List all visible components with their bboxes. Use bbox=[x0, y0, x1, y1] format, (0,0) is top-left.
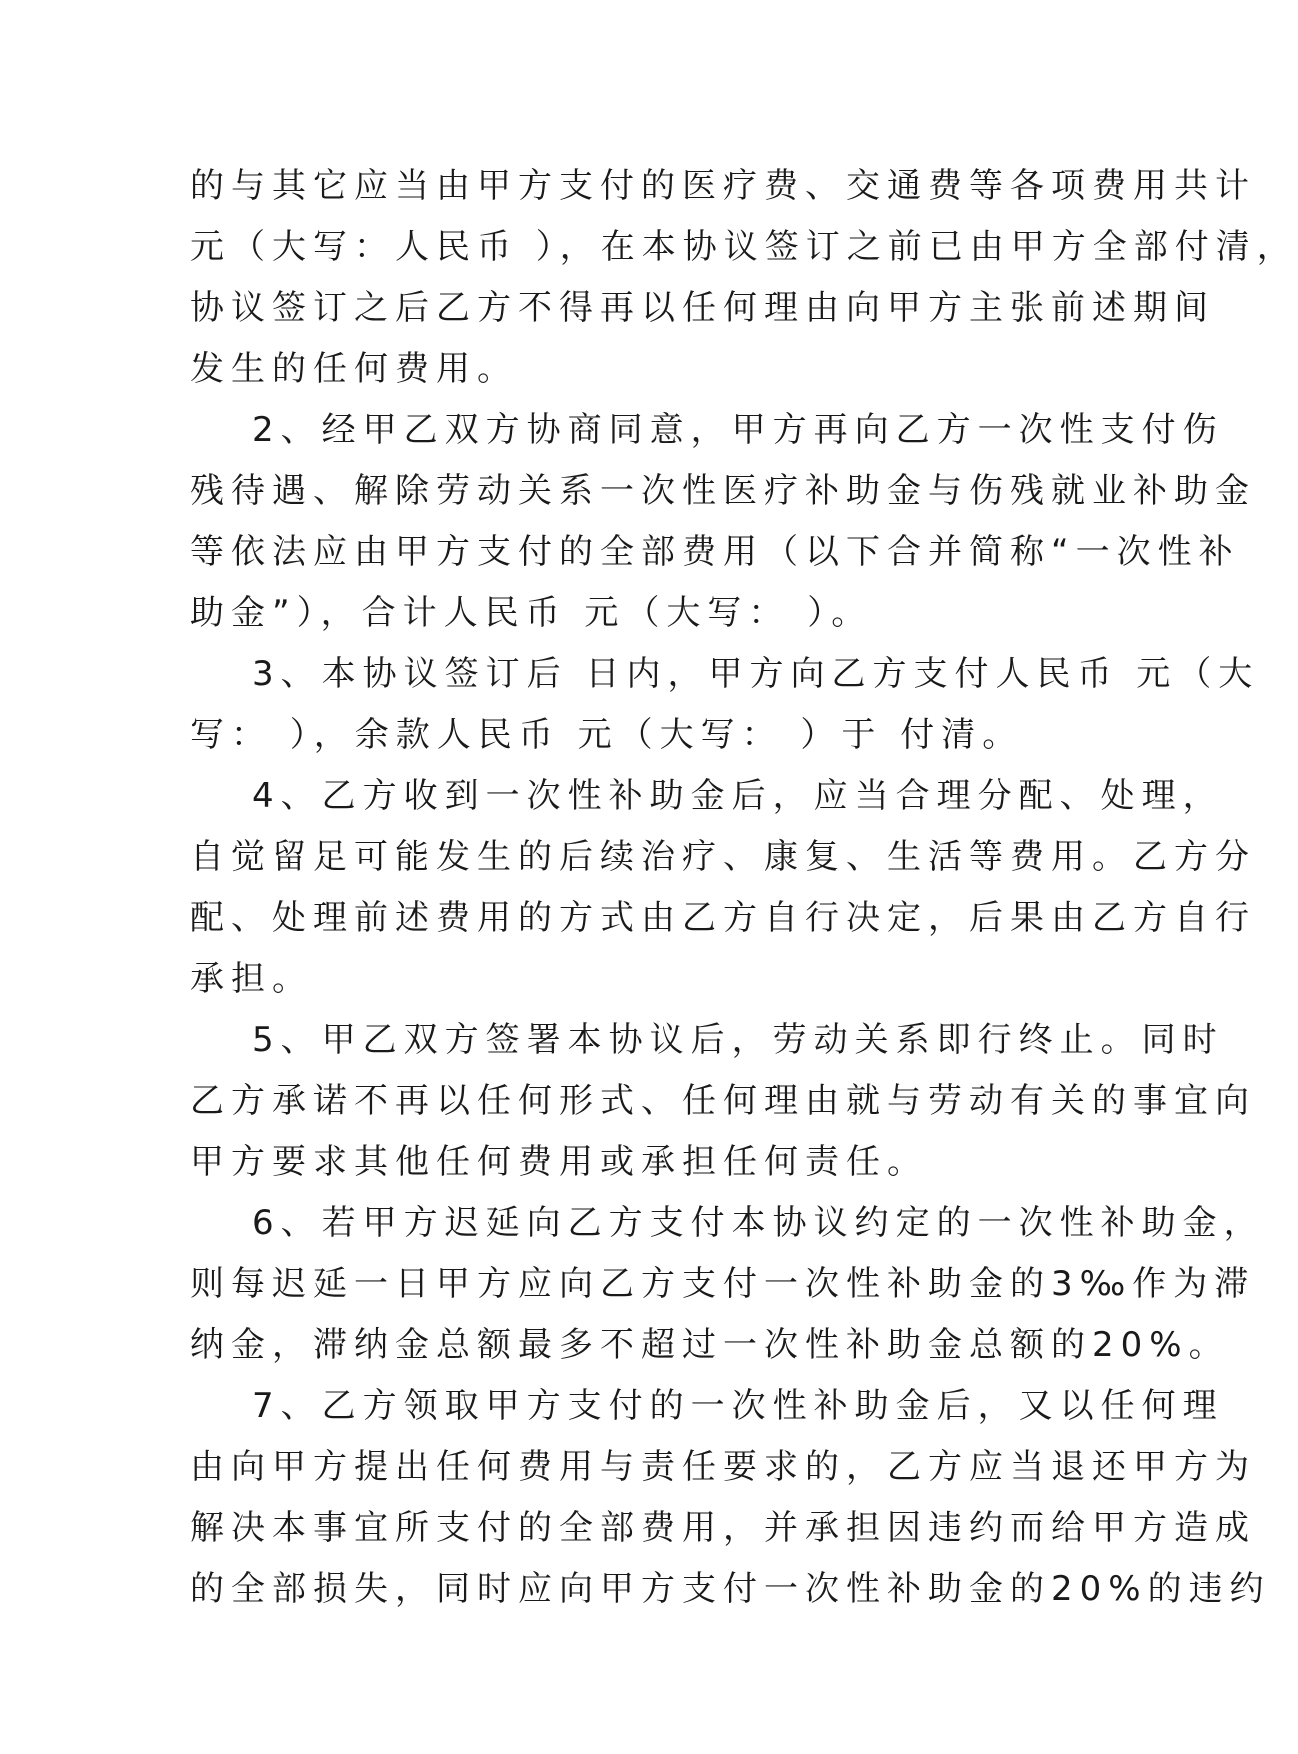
continuation-line-1: 的与其它应当由甲方支付的医疗费、交通费等各项费用共计 bbox=[190, 166, 1256, 206]
clause-3-line-2: 写： ），余款人民币 元（大写： ）于 付清。 bbox=[190, 715, 1024, 755]
clause-6-line-2: 则每迟延一日甲方应向乙方支付一次性补助金的3‰作为滞 bbox=[190, 1264, 1256, 1304]
clause-4-line-3: 配、处理前述费用的方式由乙方自行决定，后果由乙方自行 bbox=[190, 898, 1256, 938]
clause-6-line-1: 6、若甲方迟延向乙方支付本协议约定的一次性补助金， bbox=[252, 1203, 1265, 1243]
clause-7-line-3: 解决本事宜所支付的全部费用，并承担因违约而给甲方造成 bbox=[190, 1508, 1256, 1548]
clause-7-line-4: 的全部损失，同时应向甲方支付一次性补助金的20%的违约 bbox=[190, 1569, 1271, 1609]
clause-5-line-1: 5、甲乙双方签署本协议后，劳动关系即行终止。同时 bbox=[252, 1020, 1224, 1060]
clause-6-line-3: 纳金，滞纳金总额最多不超过一次性补助金总额的20%。 bbox=[190, 1325, 1230, 1365]
clause-7-line-2: 由向甲方提出任何费用与责任要求的，乙方应当退还甲方为 bbox=[190, 1447, 1256, 1487]
continuation-line-4: 发生的任何费用。 bbox=[190, 349, 518, 389]
clause-3-line-1: 3、本协议签订后 日内，甲方向乙方支付人民币 元（大 bbox=[252, 654, 1260, 694]
clause-5-line-2: 乙方承诺不再以任何形式、任何理由就与劳动有关的事宜向 bbox=[190, 1081, 1256, 1121]
clause-7-line-1: 7、乙方领取甲方支付的一次性补助金后，又以任何理 bbox=[252, 1386, 1224, 1426]
agreement-body bbox=[190, 156, 1298, 1620]
clause-4-line-1: 4、乙方收到一次性补助金后，应当合理分配、处理， bbox=[252, 776, 1224, 816]
continuation-line-2: 元（大写：人民币 ），在本协议签订之前已由甲方全部付清， bbox=[190, 227, 1298, 267]
clause-4-line-4: 承担。 bbox=[190, 959, 313, 999]
continuation-line-3: 协议签订之后乙方不得再以任何理由向甲方主张前述期间 bbox=[190, 288, 1215, 328]
clause-2-line-2: 残待遇、解除劳动关系一次性医疗补助金与伤残就业补助金 bbox=[190, 471, 1256, 511]
clause-2-line-4: 助金”），合计人民币 元（大写： ）。 bbox=[190, 593, 873, 633]
clause-2-line-1: 2、经甲乙双方协商同意，甲方再向乙方一次性支付伤 bbox=[252, 410, 1224, 450]
clause-4-line-2: 自觉留足可能发生的后续治疗、康复、生活等费用。乙方分 bbox=[190, 837, 1256, 877]
clause-5-line-3: 甲方要求其他任何费用或承担任何责任。 bbox=[190, 1142, 928, 1182]
clause-2-line-3: 等依法应由甲方支付的全部费用（以下合并简称“一次性补 bbox=[190, 532, 1240, 572]
